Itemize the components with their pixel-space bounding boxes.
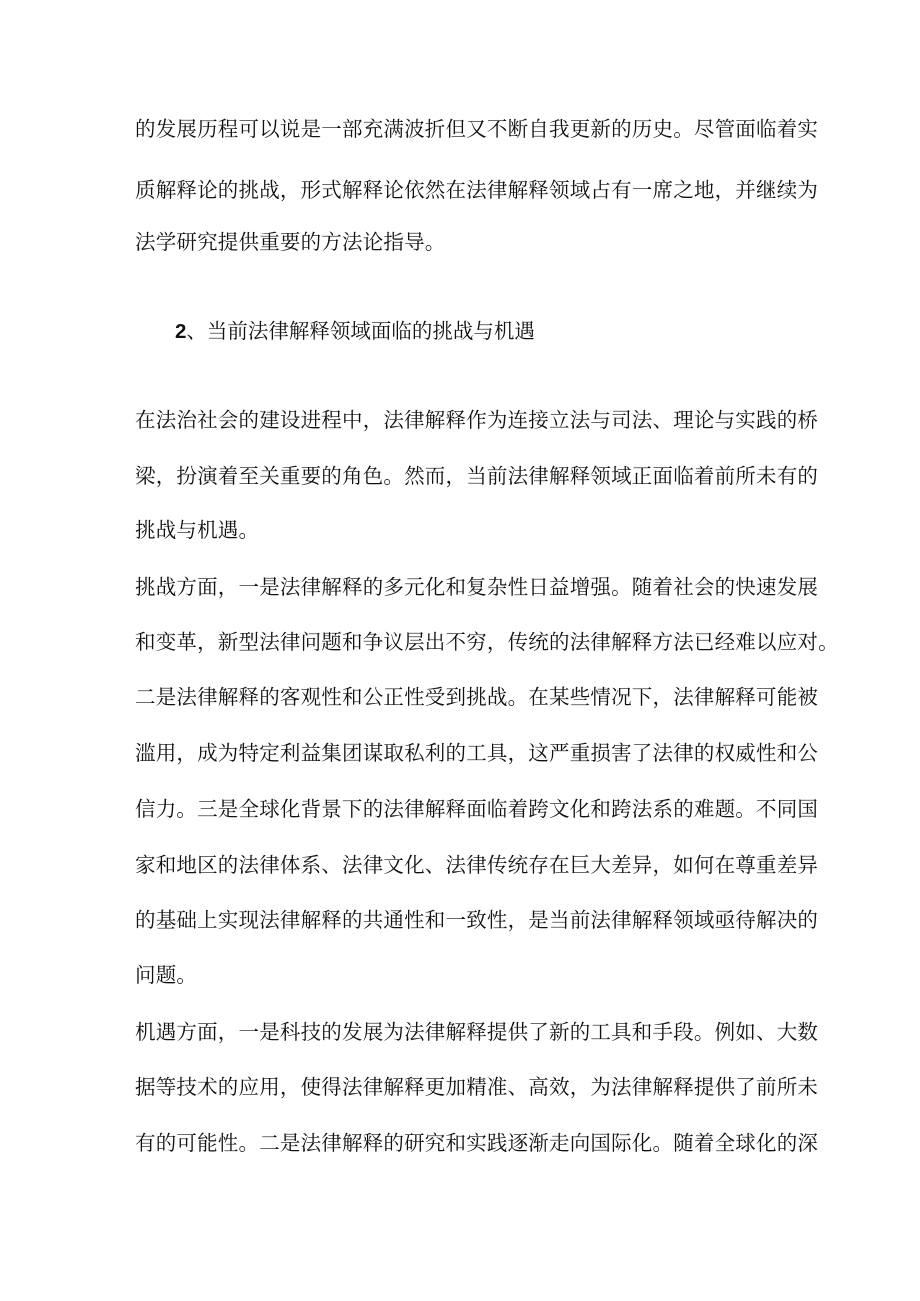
text-line: 法学研究提供重要的方法论指导。 [135,230,446,254]
text-line: 挑战与机遇。 [135,518,260,542]
text-line: 有的可能性。二是法律解释的研究和实践逐渐走向国际化。随着全球化的深 [135,1131,819,1155]
text-line: 的发展历程可以说是一部充满波折但又不断自我更新的历史。尽管面临着实 [135,117,819,141]
text-line: 问题。 [135,963,198,987]
text-line: 滥用，成为特定利益集团谋取私利的工具，这严重损害了法律的权威性和公 [135,741,819,765]
text-line: 的基础上实现法律解释的共通性和一致性，是当前法律解释领域亟待解决的 [135,908,819,932]
text-line: 在法治社会的建设进程中，法律解释作为连接立法与司法、理论与实践的桥 [135,408,819,432]
text-line: 二是法律解释的客观性和公正性受到挑战。在某些情况下，法律解释可能被 [135,685,819,709]
text-line: 据等技术的应用，使得法律解释更加精准、高效，为法律解释提供了前所未 [135,1075,819,1099]
section-number: 2 [175,320,187,343]
section-title: 当前法律解释领域面临的挑战与机遇 [206,319,535,343]
text-line: 和变革，新型法律问题和争议层出不穷，传统的法律解释方法已经难以应对。 [135,630,839,654]
section-separator: 、 [186,319,207,343]
text-line: 梁，扮演着至关重要的角色。然而，当前法律解释领域正面临着前所未有的 [135,464,819,488]
text-line: 质解释论的挑战，形式解释论依然在法律解释领域占有一席之地，并继续为 [135,178,819,202]
text-line: 挑战方面，一是法律解释的多元化和复杂性日益增强。随着社会的快速发展 [135,575,819,599]
section-heading [175,317,535,346]
text-line: 机遇方面，一是科技的发展为法律解释提供了新的工具和手段。例如、大数 [135,1020,819,1044]
text-line: 家和地区的法律体系、法律文化、法律传统存在巨大差异，如何在尊重差异 [135,853,819,877]
text-line: 信力。三是全球化背景下的法律解释面临着跨文化和跨法系的难题。不同国 [135,797,819,821]
